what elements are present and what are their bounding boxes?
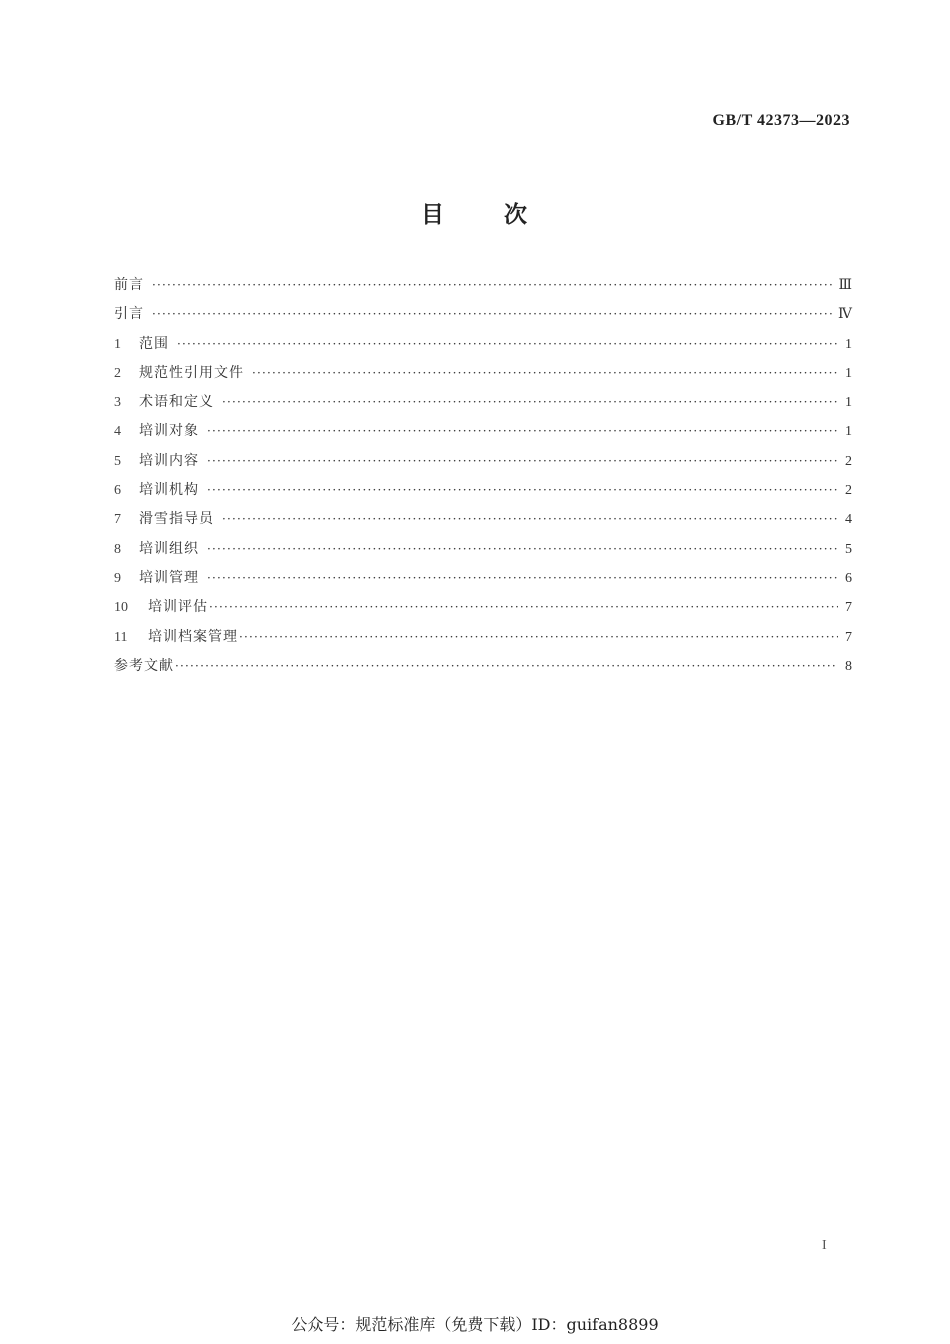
toc-entry-1[interactable] <box>114 333 852 362</box>
toc-entry-page: 4 <box>845 512 852 528</box>
toc-entry-label: 培训机构 <box>139 482 199 499</box>
standard-code: GB/T 42373—2023 <box>712 112 850 129</box>
toc-dot-leader <box>177 333 838 355</box>
toc-title: 目 次 <box>420 202 529 228</box>
toc-entry-3[interactable] <box>114 391 852 420</box>
toc-entry-label: 培训档案管理 <box>148 628 238 645</box>
toc-entry-5[interactable] <box>114 450 852 479</box>
toc-dot-leader <box>222 391 838 413</box>
toc-entry-page: 1 <box>845 336 852 352</box>
toc-entry-number: 3 <box>114 395 121 411</box>
toc-entry-label: 参考文献 <box>114 657 174 674</box>
toc-entry-6[interactable] <box>114 479 852 508</box>
toc-entry-label: 培训管理 <box>139 569 199 586</box>
toc-entry-4[interactable] <box>114 420 852 449</box>
toc-entry-label: 术语和定义 <box>139 394 214 411</box>
toc-dot-leader <box>207 420 838 442</box>
toc-entry-10[interactable] <box>114 596 852 625</box>
toc-dot-leader <box>207 450 838 472</box>
toc-entry-page: Ⅳ <box>838 307 852 323</box>
toc-entry-preface[interactable] <box>114 274 852 303</box>
toc-entry-7[interactable] <box>114 508 852 537</box>
toc-entry-page: 5 <box>845 541 852 557</box>
toc-dot-leader <box>209 596 838 618</box>
toc-entry-number: 10 <box>114 600 128 616</box>
toc-dot-leader <box>152 303 834 325</box>
toc-entry-page: 8 <box>845 658 852 674</box>
toc-entry-page: 6 <box>845 570 852 586</box>
toc-entry-label: 滑雪指导员 <box>139 511 214 528</box>
toc-dot-leader <box>252 362 838 384</box>
toc-dot-leader <box>175 655 838 677</box>
toc-entry-page: 2 <box>845 453 852 469</box>
toc-entry-page: 7 <box>845 600 852 616</box>
toc-entry-label: 前言 <box>114 277 144 293</box>
toc-entry-introduction[interactable] <box>114 303 852 332</box>
toc-entry-label: 培训评估 <box>148 599 208 616</box>
toc-entry-number: 1 <box>114 336 121 352</box>
toc-entry-page: 7 <box>845 629 852 645</box>
toc-dot-leader <box>207 538 838 560</box>
toc-entry-11[interactable] <box>114 626 852 655</box>
toc-entry-number: 7 <box>114 512 121 528</box>
toc-entry-number: 8 <box>114 541 121 557</box>
toc-entry-number: 11 <box>114 629 128 645</box>
table-of-contents <box>114 274 852 684</box>
toc-dot-leader <box>239 626 838 648</box>
toc-entry-label: 培训对象 <box>139 423 199 440</box>
toc-entry-number: 5 <box>114 453 121 469</box>
toc-entry-number: 2 <box>114 365 121 381</box>
toc-entry-page: 2 <box>845 483 852 499</box>
toc-entry-2[interactable] <box>114 362 852 391</box>
toc-entry-number: 6 <box>114 483 121 499</box>
footer-watermark: 公众号：规范标准库（免费下载）ID：guifan8899 <box>291 1315 659 1334</box>
toc-entry-page: Ⅲ <box>838 278 852 293</box>
toc-entry-references[interactable] <box>114 655 852 684</box>
page-number: I <box>822 1238 827 1253</box>
toc-entry-page: 1 <box>845 395 852 411</box>
toc-entry-label: 范围 <box>139 335 169 352</box>
toc-entry-number: 9 <box>114 570 121 586</box>
toc-entry-label: 规范性引用文件 <box>139 364 244 381</box>
toc-entry-9[interactable] <box>114 567 852 596</box>
toc-dot-leader <box>207 567 838 589</box>
toc-entry-8[interactable] <box>114 538 852 567</box>
toc-entry-label: 引言 <box>114 306 144 323</box>
toc-entry-number: 4 <box>114 424 121 440</box>
toc-entry-page: 1 <box>845 424 852 440</box>
toc-entry-label: 培训内容 <box>139 452 199 469</box>
toc-dot-leader <box>222 508 838 530</box>
toc-entry-label: 培训组织 <box>139 540 199 557</box>
toc-dot-leader <box>207 479 838 501</box>
toc-entry-page: 1 <box>845 365 852 381</box>
toc-dot-leader <box>152 274 834 296</box>
